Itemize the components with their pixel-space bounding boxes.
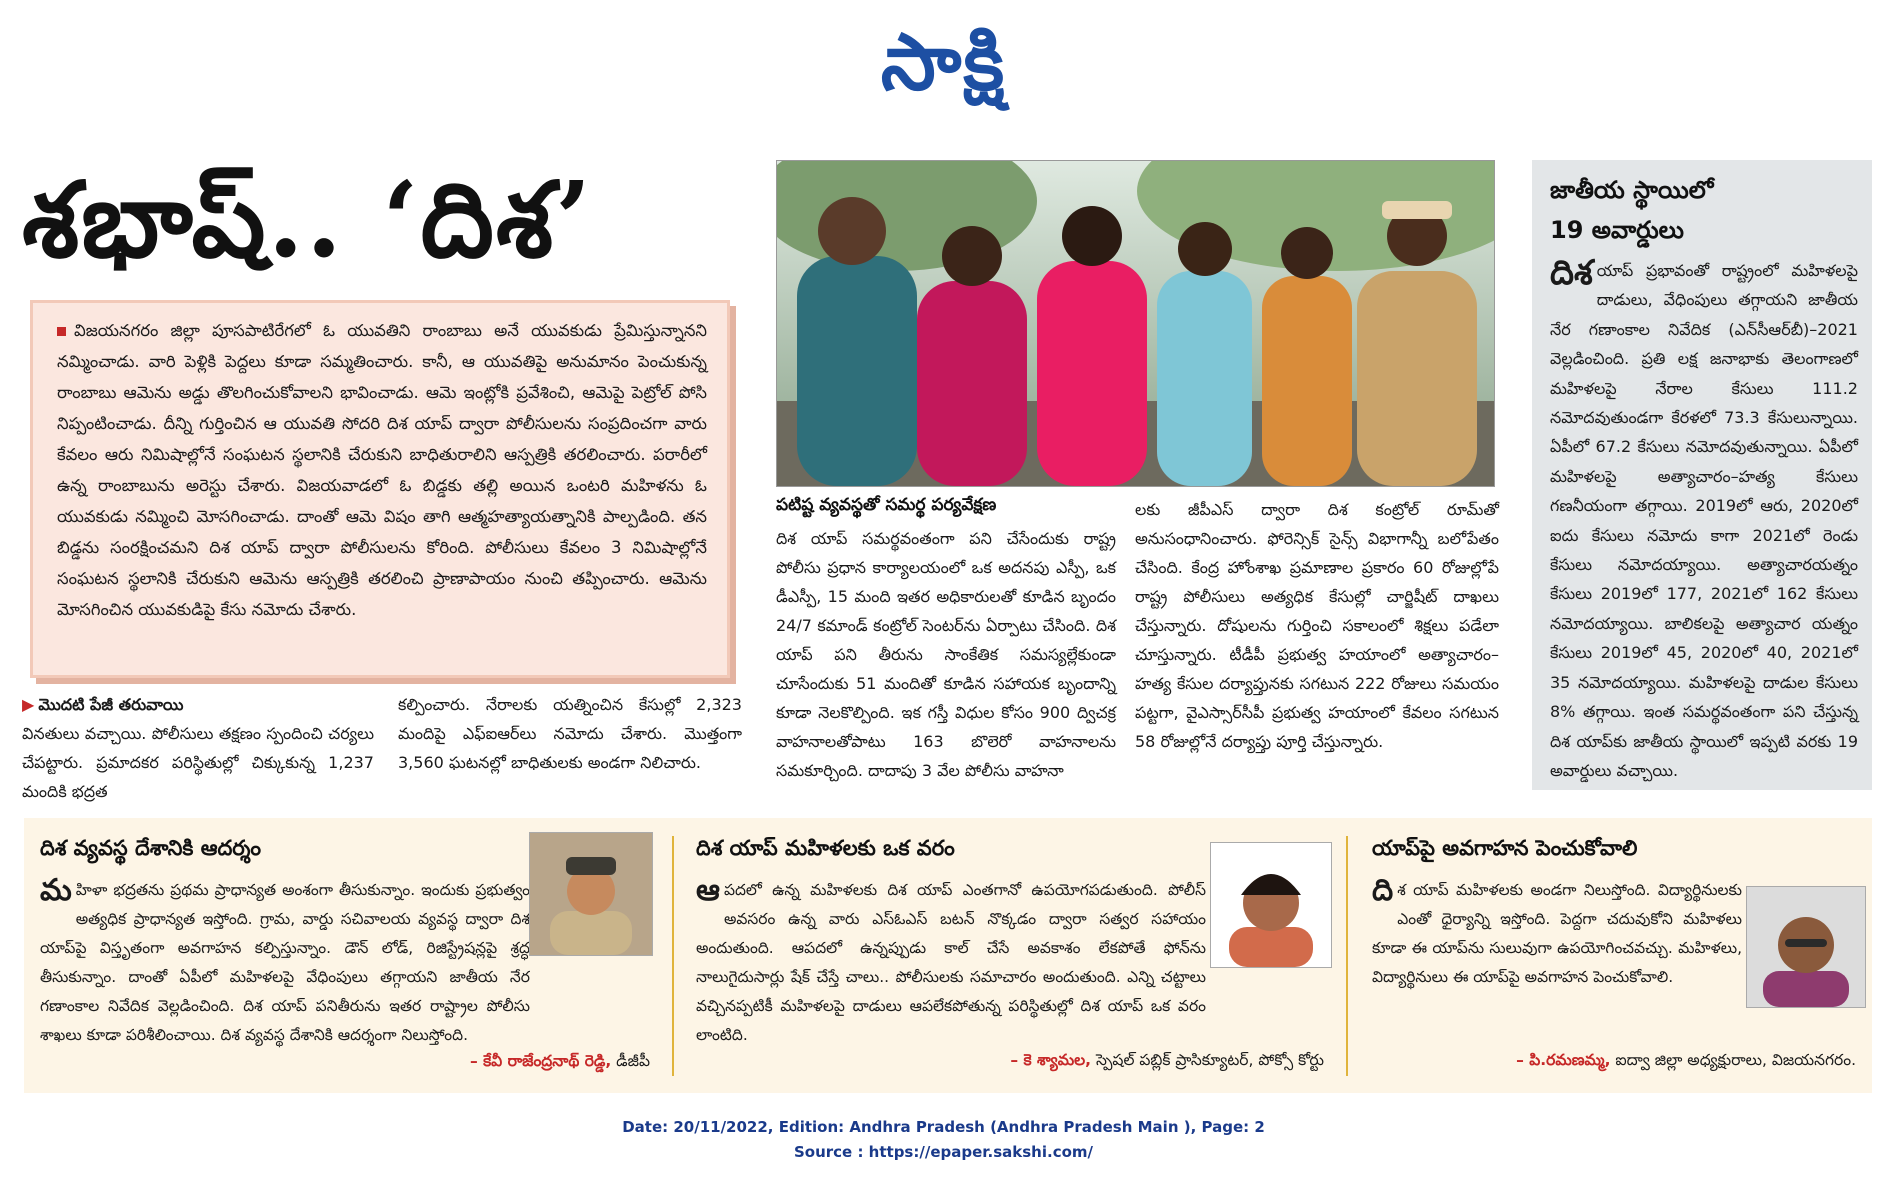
sidebar-heading-line2: 19 అవార్డులు — [1550, 216, 1684, 244]
quote-dgp — [24, 818, 666, 1093]
quote-aidwa — [1356, 818, 1872, 1093]
quote-author: – కేవీ రాజేంద్రనాథ్ రెడ్డి, — [469, 1052, 612, 1070]
sidebar-text: యాప్ ప్రభావంతో రాష్ట్రంలో మహిళలపై దాడులు, వేధింపులు తగ్గాయని జాతీయ నేర గణాంకాల నివేదిక (ఎన్‌సీఆర్‌బీ)–2021 వెల్లడించింది. ప్రతి లక్ష జనాభాకు తెలంగాణలో మహిళలపై నేరాల కేసులు 111.2 నమోదవుతుండగా కేరళలో 73.3 కేసులున్నాయి. ఏపీలో 67.2 కేసులు నమోదవుతున్నాయి. ఏపీలో మహిళలపై అత్యాచారం–హత్య కేసులు గణనీయంగా తగ్గాయి. 2019లో ఆరు, 2020లో ఐదు కేసులు నమోదు కాగా 2021లో రెండు కేసులు నమోదయ్యాయి. అత్యాచారయత్నం కేసులు 2019లో 177, 2021లో 162 కేసులు నమోదయ్యాయి. బాలికలపై అత్యాచార యత్నం కేసులు 2019లో 45, 2020లో 40, 2021లో 35 నమోదయ్యాయి. మహిళలపై దాడుల కేసులు 8% తగ్గాయి. ఇంత సమర్థవంతంగా పని చేస్తున్న దిశ యాప్‌కు జాతీయ స్థాయిలో ఇప్పటి వరకు 19 అవార్డులు వచ్చాయి. — [1550, 261, 1858, 780]
quote-heading: యాప్‌పై అవగాహన పెంచుకోవాలి — [1372, 836, 1638, 860]
middle-column-1 — [776, 524, 1116, 785]
quote-dropcap: మ — [40, 873, 72, 908]
news-photo — [776, 160, 1495, 487]
quote-prosecutor — [680, 818, 1340, 1093]
column-divider — [1346, 836, 1348, 1076]
aidwa-portrait-photo — [1746, 886, 1866, 1008]
portrait-icon — [1211, 843, 1331, 967]
quote-text: శ యాప్ మహిళలకు అండగా నిలుస్తోంది. విద్యార్థినులకు ఎంతో ధైర్యాన్ని ఇస్తోంది. పెద్దగా చదువుకోని మహిళలు కూడా ఈ యాప్‌ను సులువుగా ఉపయోగించవచ్చు. మహిళలు, విద్యార్థినులు ఈ యాప్‌పై అవగాహన పెంచుకోవాలి. — [1372, 881, 1742, 986]
quote-author-role: ఐద్వా జిల్లా అధ్యక్షురాలు, విజయనగరం. — [1610, 1051, 1856, 1069]
quote-dropcap: ది — [1372, 873, 1394, 908]
quote-author-role: స్పెషల్ పబ్లిక్ ప్రాసిక్యూటర్, పోక్సో కోర్టు — [1091, 1051, 1324, 1069]
lead-story-text: విజయనగరం జిల్లా పూసపాటిరేగలో ఓ యువతిని రాంబాబు అనే యువకుడు ప్రేమిస్తున్నానని నమ్మించాడు. వారి పెళ్లికి పెద్దలు కూడా సమ్మతించారు. కానీ, ఆ యువతిపై అనుమానం పెంచుకున్న రాంబాబు ఆమెను అడ్డు తొలగించుకోవాలని భావించాడు. ఆమె ఇంట్లోకి ప్రవేశించి, ఆమెపై పెట్రోల్ పోసి నిప్పంటించాడు. దీన్ని గుర్తించిన ఆ యువతి సోదరి దిశ యాప్ ద్వారా పోలీసులను సంప్రదించగా వారు కేవలం ఆరు నిమిషాల్లోనే సంఘటన స్థలానికి చేరుకుని బాధితురాలిని ఆస్పత్రికి తరలించారు. పరారీలో ఉన్న రాంబాబును అరెస్టు చేశారు. విజయవాడలో ఓ బిడ్డకు తల్లి అయిన ఒంటరి మహిళను ఓ యువకుడు నమ్మించి మోసగించాడు. దాంతో ఆమె విషం తాగి ఆత్మహత్యాయత్నానికి పాల్పడింది. తన బిడ్డను సంరక్షించమని దిశ యాప్ ద్వారా పోలీసులను కోరింది. పోలీసులు కేవలం 3 నిమిషాల్లోనే సంఘటన స్థలానికి చేరుకుని ఆమెను ఆస్పత్రికి తరలించి ప్రాణాపాయం నుంచి తప్పించారు. ఆమెను మోసగించిన యువకుడిపై కేసు నమోదు చేశారు. — [57, 321, 707, 619]
awards-sidebar — [1532, 160, 1872, 790]
quote-text: హిళా భద్రతను ప్రథమ ప్రాధాన్యత అంశంగా తీసుకున్నాం. ఇందుకు ప్రభుత్వం అత్యధిక ప్రాధాన్యత ఇస్తోంది. గ్రామ, వార్డు సచివాలయ వ్యవస్థ ద్వారా దిశ యాప్‌పై విస్తృతంగా అవగాహన కల్పిస్తున్నాం. డౌన్ లోడ్, రిజిస్ట్రేషన్లపై శ్రద్ధ తీసుకున్నాం. దాంతో ఏపీలో మహిళలపై వేధింపులు తగ్గాయని జాతీయ నేర గణాంకాల నివేదిక వెల్లడించింది. దిశ యాప్ పనితీరును ఇతర రాష్ట్రాల పోలీసు శాఖలు కూడా పరిశీలించాయి. దిశ వ్యవస్థ దేశానికి ఆదర్శంగా నిలుస్తోంది. — [40, 881, 530, 1044]
quote-signature — [1516, 1051, 1856, 1073]
quote-signature — [1010, 1051, 1324, 1073]
quote-body — [40, 873, 530, 1050]
sidebar-dropcap: దిశ — [1550, 253, 1593, 293]
quote-author: – పి.రమణమ్మ, — [1516, 1051, 1611, 1069]
middle-column-1-text: దిశ యాప్ సమర్థవంతంగా పని చేసేందుకు రాష్ట్ర పోలీసు ప్రధాన కార్యాలయంలో ఒక అదనపు ఎస్పీ, ఒక డీఎస్పీ, 15 మంది ఇతర అధికారులతో కూడిన బృందం 24/7 కమాండ్ కంట్రోల్ సెంటర్‌ను ఏర్పాటు చేసింది. దిశ యాప్ పని తీరును సాంకేతిక సమస్యల్లేకుండా చూసేందుకు 51 మందితో కూడిన సహాయక బృందాన్ని కూడా నెలకొల్పింది. ఇక గస్తీ విధుల కోసం 900 ద్విచక్ర వాహనాలతోపాటు 163 బొలెరో వాహనాలను సమకూర్చింది. దాదాపు 3 వేల పోలీసు వాహనా — [776, 529, 1116, 780]
quote-heading: దిశ వ్యవస్థ దేశానికి ఆదర్శం — [40, 836, 261, 860]
quote-signature — [40, 1052, 650, 1074]
continued-column-2 — [398, 690, 742, 777]
dgp-portrait-photo — [529, 832, 653, 956]
middle-column-2-text: లకు జీపీఎస్ ద్వారా దిశ కంట్రోల్ రూమ్‌తో అనుసంధానించారు. ఫోరెన్సిక్ సైన్స్ విభాగాన్నీ బలోపేతం చేసింది. కేంద్ర హోంశాఖ ప్రమాణాల ప్రకారం 60 రోజుల్లోపే రాష్ట్ర పోలీసులు అత్యధిక కేసుల్లో చార్జిషీట్ దాఖలు చేస్తున్నారు. దోషులను గుర్తించి సకాలంలో శిక్షలు పడేలా చూస్తున్నారు. టీడీపీ ప్రభుత్వ హయాంలో అత్యాచారం–హత్య కేసుల దర్యాప్తునకు సగటున 222 రోజులు సమయం పట్టగా, వైఎస్సార్‌సీపీ ప్రభుత్వ హయాంలో కేవలం సగటున 58 రోజుల్లోనే దర్యాప్తు పూర్తి చేస్తున్నారు. — [1135, 500, 1499, 751]
portrait-icon — [1747, 887, 1865, 1007]
quotes-strip — [24, 818, 1872, 1093]
quote-heading: దిశ యాప్ మహిళలకు ఒక వరం — [696, 836, 955, 860]
continued-label: మొదటి పేజీ తరువాయి — [38, 695, 184, 714]
quote-body — [696, 873, 1206, 1050]
quote-dropcap: ఆ — [696, 873, 720, 908]
headline: శభాష్.. ‘దిశ’ — [22, 158, 594, 281]
students-police-photo — [777, 161, 1494, 486]
bullet-icon — [57, 327, 66, 336]
middle-column-2 — [1135, 495, 1499, 756]
column-divider — [672, 836, 674, 1076]
sidebar-text-block — [1550, 253, 1858, 785]
epaper-source-line: Source : https://epaper.sakshi.com/ — [793, 1143, 1093, 1161]
newspaper-masthead: సాక్షి — [880, 18, 1007, 108]
quote-author: – కె శ్యామల, — [1010, 1051, 1092, 1069]
portrait-icon — [530, 833, 652, 955]
prosecutor-portrait-photo — [1210, 842, 1332, 968]
continued-column-1-text: వినతులు వచ్చాయి. పోలీసులు తక్షణం స్పందించి చర్యలు చేపట్టారు. ప్రమాదకర పరిస్థితుల్లో చిక్కుకున్న 1,237 మందికి భద్రత — [22, 724, 374, 801]
epaper-date-line: Date: 20/11/2022, Edition: Andhra Pradesh (Andhra Pradesh Main ), Page: 2 — [622, 1118, 1265, 1136]
lead-story-box — [30, 300, 730, 678]
quote-body — [1372, 873, 1742, 992]
play-arrow-icon: ▶ — [22, 695, 35, 714]
photo-caption: పటిష్ట వ్యవస్థతో సమర్థ పర్యవేక్షణ — [776, 495, 997, 515]
quote-author-role: డీజీపీ — [611, 1052, 650, 1070]
sidebar-heading-line1: జాతీయ స్థాయిలో — [1550, 176, 1714, 204]
continued-column-2-text: కల్పించారు. నేరాలకు యత్నించిన కేసుల్లో 2,323 మందిపై ఎఫ్ఐఆర్‌లు నమోదు చేశారు. మొత్తంగా 3,560 ఘటనల్లో బాధితులకు అండగా నిలిచారు. — [398, 695, 742, 772]
continued-column-1 — [22, 690, 374, 806]
quote-text: పదలో ఉన్న మహిళలకు దిశ యాప్ ఎంతగానో ఉపయోగపడుతుంది. పోలీస్ అవసరం ఉన్న వారు ఎస్ఓఎస్ బటన్ నొక్కడం ద్వారా సత్వర సహాయం అందుతుంది. ఆపదలో ఉన్నప్పుడు కాల్ చేసే అవకాశం లేకపోతే ఫోన్‌ను నాలుగైదుసార్లు షేక్ చేస్తే చాలు.. పోలీసులకు సమాచారం అందుతుంది. ఎన్ని చట్టాలు వచ్చినప్పటికీ మహిళలపై దాడులు ఆపలేకపోతున్న పరిస్థితుల్లో దిశ యాప్ ఒక వరం లాంటిది. — [696, 881, 1206, 1044]
